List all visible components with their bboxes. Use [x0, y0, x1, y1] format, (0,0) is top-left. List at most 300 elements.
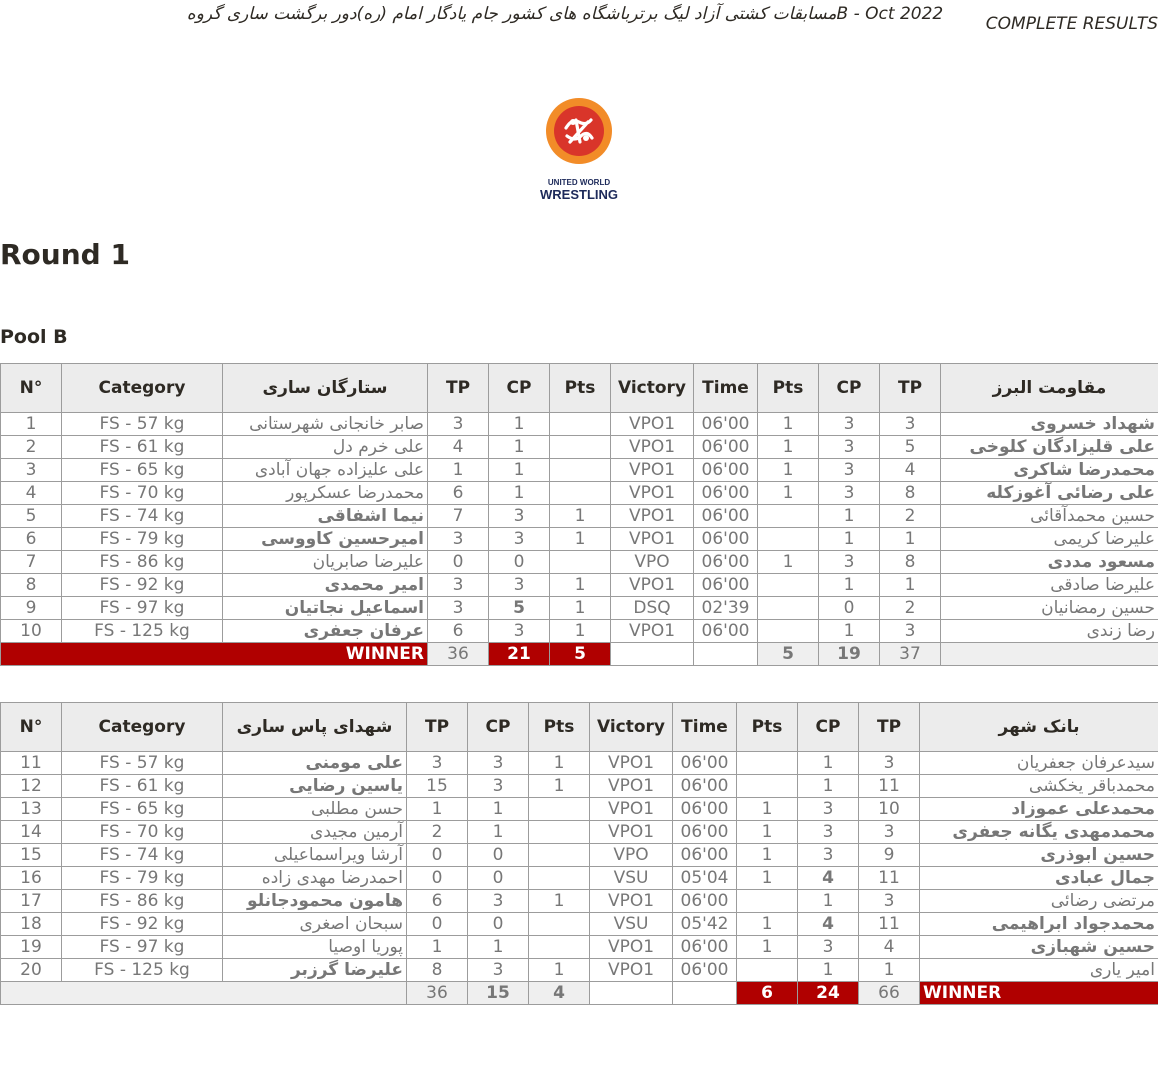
pts-left: 1 [529, 959, 590, 982]
wrestler-right: رضا زندی [941, 620, 1158, 643]
cp-right: 3 [798, 798, 859, 821]
weight-category: FS - 57 kg [62, 752, 223, 775]
bout-time: 06'00 [673, 959, 737, 982]
total-tp-right: 37 [880, 643, 941, 666]
bout-time: 06'00 [694, 505, 758, 528]
victory-type: VSU [590, 913, 673, 936]
cp-left: 1 [468, 821, 529, 844]
winner-label-left [1, 982, 407, 1005]
bout-row [1, 936, 1158, 959]
bout-time: 06'00 [673, 936, 737, 959]
col-tp-left: TP [407, 703, 468, 752]
bout-time: 05'42 [673, 913, 737, 936]
cp-right: 3 [819, 551, 880, 574]
pts-right: 1 [737, 844, 798, 867]
bout-time: 06'00 [673, 775, 737, 798]
cp-right: 3 [819, 413, 880, 436]
wrestler-left: احمدرضا مهدی زاده [223, 867, 407, 890]
tp-left: 1 [407, 936, 468, 959]
total-cp-left: 15 [468, 982, 529, 1005]
tp-right: 2 [880, 597, 941, 620]
tp-left: 8 [407, 959, 468, 982]
bout-time: 06'00 [694, 413, 758, 436]
tp-left: 3 [428, 528, 489, 551]
col-pts-left: Pts [550, 364, 611, 413]
bout-time: 06'00 [694, 459, 758, 482]
cp-right: 3 [798, 844, 859, 867]
pts-left [550, 413, 611, 436]
pts-right [737, 959, 798, 982]
wrestler-right: حسین رمضانیان [941, 597, 1158, 620]
cp-left: 3 [489, 505, 550, 528]
wrestler-right: حسین ابوذری [920, 844, 1158, 867]
wrestler-right: سیدعرفان جعفریان [920, 752, 1158, 775]
victory-type: VPO [611, 551, 694, 574]
tp-right: 11 [859, 913, 920, 936]
bout-number: 11 [1, 752, 62, 775]
wrestler-right: امیر یاری [920, 959, 1158, 982]
totals-row [1, 643, 1158, 666]
bout-row [1, 551, 1158, 574]
victory-type: VPO1 [611, 574, 694, 597]
total-cp-right: 24 [798, 982, 859, 1005]
tp-left: 6 [428, 482, 489, 505]
bout-time: 05'04 [673, 867, 737, 890]
wrestler-right: علیرضا صادقی [941, 574, 1158, 597]
wrestler-left: آرمین مجیدی [223, 821, 407, 844]
team-right-name: بانک شهر [920, 703, 1158, 752]
cp-left: 3 [468, 890, 529, 913]
tp-right: 3 [859, 890, 920, 913]
cp-right: 3 [819, 436, 880, 459]
bout-number: 10 [1, 620, 62, 643]
wrestler-left: اسماعیل نجاتیان [223, 597, 428, 620]
pts-left: 1 [529, 775, 590, 798]
bout-row [1, 798, 1158, 821]
bout-number: 17 [1, 890, 62, 913]
wrestler-left: یاسین رضایی [223, 775, 407, 798]
bout-row [1, 597, 1158, 620]
bout-number: 9 [1, 597, 62, 620]
tp-right: 4 [880, 459, 941, 482]
pts-right: 1 [758, 482, 819, 505]
bout-time: 06'00 [673, 821, 737, 844]
pts-left [550, 459, 611, 482]
cp-left: 3 [468, 775, 529, 798]
pts-left: 1 [550, 620, 611, 643]
pts-right [737, 775, 798, 798]
wrestler-right: محمدباقر یخکشی [920, 775, 1158, 798]
cp-left: 3 [489, 620, 550, 643]
bout-row [1, 821, 1158, 844]
cp-right: 1 [798, 775, 859, 798]
tp-right: 1 [859, 959, 920, 982]
col-no: N° [1, 703, 62, 752]
pts-left [529, 936, 590, 959]
tp-right: 1 [880, 574, 941, 597]
victory-type: VPO1 [590, 936, 673, 959]
total-time-empty [673, 982, 737, 1005]
cp-left: 0 [468, 913, 529, 936]
cp-right: 1 [798, 959, 859, 982]
col-pts-right: Pts [758, 364, 819, 413]
weight-category: FS - 125 kg [62, 620, 223, 643]
pts-left [529, 821, 590, 844]
weight-category: FS - 125 kg [62, 959, 223, 982]
uww-logo [540, 98, 618, 204]
wrestler-left: علیرضا صابریان [223, 551, 428, 574]
tp-right: 8 [880, 482, 941, 505]
pts-left: 1 [529, 752, 590, 775]
pts-left: 1 [550, 505, 611, 528]
weight-category: FS - 92 kg [62, 574, 223, 597]
weight-category: FS - 57 kg [62, 413, 223, 436]
weight-category: FS - 79 kg [62, 867, 223, 890]
wrestler-right: مرتضی رضائی [920, 890, 1158, 913]
bout-row [1, 528, 1158, 551]
pts-right: 1 [758, 413, 819, 436]
bout-time: 06'00 [694, 436, 758, 459]
col-time: Time [694, 364, 758, 413]
weight-category: FS - 65 kg [62, 798, 223, 821]
total-tp-left: 36 [407, 982, 468, 1005]
wrestler-left: هامون محمودجانلو [223, 890, 407, 913]
bout-number: 7 [1, 551, 62, 574]
bout-number: 3 [1, 459, 62, 482]
col-tp-right: TP [880, 364, 941, 413]
victory-type: VPO [590, 844, 673, 867]
wrestler-right: محمدمهدی یگانه جعفری [920, 821, 1158, 844]
col-time: Time [673, 703, 737, 752]
weight-category: FS - 70 kg [62, 482, 223, 505]
weight-category: FS - 86 kg [62, 551, 223, 574]
col-no: N° [1, 364, 62, 413]
tp-left: 3 [407, 752, 468, 775]
col-tp-right: TP [859, 703, 920, 752]
weight-category: FS - 65 kg [62, 459, 223, 482]
weight-category: FS - 97 kg [62, 597, 223, 620]
bout-time: 06'00 [673, 890, 737, 913]
wrestler-left: امیرحسین کاووسی [223, 528, 428, 551]
tp-left: 3 [428, 413, 489, 436]
wrestler-left: صابر خانجانی شهرستانی [223, 413, 428, 436]
pts-right: 1 [737, 936, 798, 959]
total-tp-right: 66 [859, 982, 920, 1005]
bout-number: 1 [1, 413, 62, 436]
header-row [1, 703, 1158, 752]
bout-time: 06'00 [694, 574, 758, 597]
bout-row [1, 867, 1158, 890]
bout-time: 02'39 [694, 597, 758, 620]
pts-left: 1 [550, 597, 611, 620]
wrestler-right: حسین محمدآقائی [941, 505, 1158, 528]
bout-number: 20 [1, 959, 62, 982]
bout-row [1, 844, 1158, 867]
bout-row [1, 913, 1158, 936]
wrestler-right: محمدعلی عموزاد [920, 798, 1158, 821]
total-cp-left: 21 [489, 643, 550, 666]
cp-left: 3 [468, 959, 529, 982]
cp-right: 1 [819, 528, 880, 551]
total-cp-right: 19 [819, 643, 880, 666]
bout-number: 6 [1, 528, 62, 551]
col-pts-left: Pts [529, 703, 590, 752]
team-right-name: مقاومت البرز [941, 364, 1158, 413]
pts-right: 1 [737, 867, 798, 890]
victory-type: VPO1 [611, 413, 694, 436]
tp-left: 15 [407, 775, 468, 798]
bout-row [1, 482, 1158, 505]
bout-number: 14 [1, 821, 62, 844]
bout-time: 06'00 [673, 798, 737, 821]
tp-right: 5 [880, 436, 941, 459]
pts-left [550, 436, 611, 459]
pts-left [529, 867, 590, 890]
pts-right: 1 [758, 459, 819, 482]
bout-row [1, 775, 1158, 798]
wrestler-left: سبحان اصغری [223, 913, 407, 936]
wrestler-right: شهداد خسروی [941, 413, 1158, 436]
bout-row [1, 436, 1158, 459]
tp-right: 3 [859, 821, 920, 844]
tp-left: 1 [428, 459, 489, 482]
bout-row [1, 752, 1158, 775]
wrestler-left: محمدرضا عسکرپور [223, 482, 428, 505]
tp-left: 0 [407, 844, 468, 867]
pts-right: 1 [758, 436, 819, 459]
victory-type: VPO1 [590, 752, 673, 775]
pts-right [758, 505, 819, 528]
pts-right: 1 [737, 821, 798, 844]
col-cp-left: CP [468, 703, 529, 752]
pts-left: 1 [550, 574, 611, 597]
pts-right [758, 597, 819, 620]
wrestler-left: حسن مطلبی [223, 798, 407, 821]
bout-number: 2 [1, 436, 62, 459]
bout-table-1 [0, 363, 1158, 666]
cp-right: 3 [798, 936, 859, 959]
wrestler-right: حسین شهبازی [920, 936, 1158, 959]
wrestler-left: امیر محمدی [223, 574, 428, 597]
tp-left: 7 [428, 505, 489, 528]
wrestler-right: علی رضائی آغوزکله [941, 482, 1158, 505]
tp-right: 3 [880, 620, 941, 643]
tp-left: 0 [407, 913, 468, 936]
bout-number: 12 [1, 775, 62, 798]
logo-line2: WRESTLING [540, 187, 618, 202]
victory-type: VPO1 [611, 436, 694, 459]
wrestler-right: محمدجواد ابراهیمی [920, 913, 1158, 936]
tp-right: 11 [859, 867, 920, 890]
tp-right: 10 [859, 798, 920, 821]
pool-title: Pool B [0, 326, 68, 348]
pts-left [529, 844, 590, 867]
cp-left: 0 [468, 867, 529, 890]
tp-left: 1 [407, 798, 468, 821]
tp-right: 1 [880, 528, 941, 551]
tp-right: 3 [880, 413, 941, 436]
cp-left: 1 [489, 482, 550, 505]
cp-left: 1 [468, 936, 529, 959]
tp-right: 2 [880, 505, 941, 528]
col-cp-right: CP [819, 364, 880, 413]
wrestler-left: نیما اشفاقی [223, 505, 428, 528]
total-pts-left: 4 [529, 982, 590, 1005]
total-pts-right: 6 [737, 982, 798, 1005]
bout-time: 06'00 [673, 844, 737, 867]
totals-row [1, 982, 1158, 1005]
pts-left: 1 [550, 528, 611, 551]
bout-number: 16 [1, 867, 62, 890]
cp-right: 1 [819, 574, 880, 597]
cp-left: 1 [468, 798, 529, 821]
cp-left: 3 [489, 528, 550, 551]
pts-right [758, 620, 819, 643]
col-tp-left: TP [428, 364, 489, 413]
bout-time: 06'00 [694, 528, 758, 551]
tp-left: 6 [428, 620, 489, 643]
tp-left: 2 [407, 821, 468, 844]
winner-label-right [941, 643, 1158, 666]
victory-type: VPO1 [611, 505, 694, 528]
total-tp-left: 36 [428, 643, 489, 666]
victory-type: VPO1 [590, 890, 673, 913]
team-left-name: شهدای پاس ساری [223, 703, 407, 752]
total-time-empty [694, 643, 758, 666]
wrestler-left: علی مومنی [223, 752, 407, 775]
bout-number: 5 [1, 505, 62, 528]
wrestler-left: علی علیزاده جهان آبادی [223, 459, 428, 482]
pts-right: 1 [737, 798, 798, 821]
pts-right [737, 890, 798, 913]
cp-left: 1 [489, 459, 550, 482]
tp-left: 4 [428, 436, 489, 459]
pts-right [758, 574, 819, 597]
bout-number: 13 [1, 798, 62, 821]
wrestler-right: مسعود مددی [941, 551, 1158, 574]
bout-number: 4 [1, 482, 62, 505]
victory-type: VPO1 [611, 459, 694, 482]
wrestler-right: علی قلیزادگان کلوخی [941, 436, 1158, 459]
weight-category: FS - 74 kg [62, 505, 223, 528]
winner-label-right: WINNER [920, 982, 1158, 1005]
tp-right: 11 [859, 775, 920, 798]
cp-left: 0 [489, 551, 550, 574]
cp-left: 3 [489, 574, 550, 597]
bout-time: 06'00 [673, 752, 737, 775]
bout-time: 06'00 [694, 551, 758, 574]
col-cp-left: CP [489, 364, 550, 413]
weight-category: FS - 97 kg [62, 936, 223, 959]
wrestler-left: علیرضا گرزبر [223, 959, 407, 982]
tp-left: 0 [407, 867, 468, 890]
cp-right: 0 [819, 597, 880, 620]
tp-right: 9 [859, 844, 920, 867]
cp-right: 1 [798, 752, 859, 775]
pts-right: 1 [758, 551, 819, 574]
tp-right: 3 [859, 752, 920, 775]
round-title: Round 1 [0, 238, 130, 271]
bout-row [1, 959, 1158, 982]
col-category: Category [62, 703, 223, 752]
pts-right: 1 [737, 913, 798, 936]
cp-right: 1 [798, 890, 859, 913]
tp-left: 3 [428, 574, 489, 597]
col-cp-right: CP [798, 703, 859, 752]
wrestler-left: آرشا ویراسماعیلی [223, 844, 407, 867]
bout-time: 06'00 [694, 620, 758, 643]
pts-right [758, 528, 819, 551]
col-pts-right: Pts [737, 703, 798, 752]
col-victory: Victory [611, 364, 694, 413]
wrestler-left: علی خرم دل [223, 436, 428, 459]
logo-line1: UNITED WORLD [547, 178, 611, 187]
tp-right: 4 [859, 936, 920, 959]
cp-right: 1 [819, 620, 880, 643]
pts-left: 1 [529, 890, 590, 913]
event-title: مسابقات کشتی آزاد لیگ برترباشگاه های کشور جام یادگار امام (ره)دور برگشت ساری گروهB - Oct 2022 [186, 4, 944, 24]
tp-left: 6 [407, 890, 468, 913]
pts-left [529, 798, 590, 821]
bout-number: 8 [1, 574, 62, 597]
cp-right: 4 [798, 913, 859, 936]
weight-category: FS - 61 kg [62, 775, 223, 798]
bout-number: 15 [1, 844, 62, 867]
bout-row [1, 413, 1158, 436]
team-left-name: ستارگان ساری [223, 364, 428, 413]
victory-type: DSQ [611, 597, 694, 620]
bout-row [1, 459, 1158, 482]
cp-right: 3 [819, 459, 880, 482]
weight-category: FS - 74 kg [62, 844, 223, 867]
wrestler-right: جمال عبادی [920, 867, 1158, 890]
weight-category: FS - 70 kg [62, 821, 223, 844]
cp-right: 3 [819, 482, 880, 505]
pts-right [737, 752, 798, 775]
wrestler-right: علیرضا کریمی [941, 528, 1158, 551]
wrestler-left: عرفان جعفری [223, 620, 428, 643]
cp-left: 5 [489, 597, 550, 620]
victory-type: VPO1 [590, 775, 673, 798]
weight-category: FS - 61 kg [62, 436, 223, 459]
victory-type: VSU [590, 867, 673, 890]
header-row [1, 364, 1158, 413]
tp-left: 3 [428, 597, 489, 620]
total-pts-right: 5 [758, 643, 819, 666]
pts-left [550, 551, 611, 574]
cp-right: 1 [819, 505, 880, 528]
tp-right: 8 [880, 551, 941, 574]
cp-left: 1 [489, 413, 550, 436]
pts-left [550, 482, 611, 505]
victory-type: VPO1 [590, 798, 673, 821]
bout-row [1, 620, 1158, 643]
cp-left: 0 [468, 844, 529, 867]
tp-left: 0 [428, 551, 489, 574]
bout-time: 06'00 [694, 482, 758, 505]
bout-table-2 [0, 702, 1158, 1005]
winner-label-left: WINNER [1, 643, 428, 666]
col-category: Category [62, 364, 223, 413]
cp-left: 1 [489, 436, 550, 459]
total-victory-empty [611, 643, 694, 666]
victory-type: VPO1 [611, 620, 694, 643]
weight-category: FS - 86 kg [62, 890, 223, 913]
total-pts-left: 5 [550, 643, 611, 666]
col-victory: Victory [590, 703, 673, 752]
total-victory-empty [590, 982, 673, 1005]
victory-type: VPO1 [590, 821, 673, 844]
